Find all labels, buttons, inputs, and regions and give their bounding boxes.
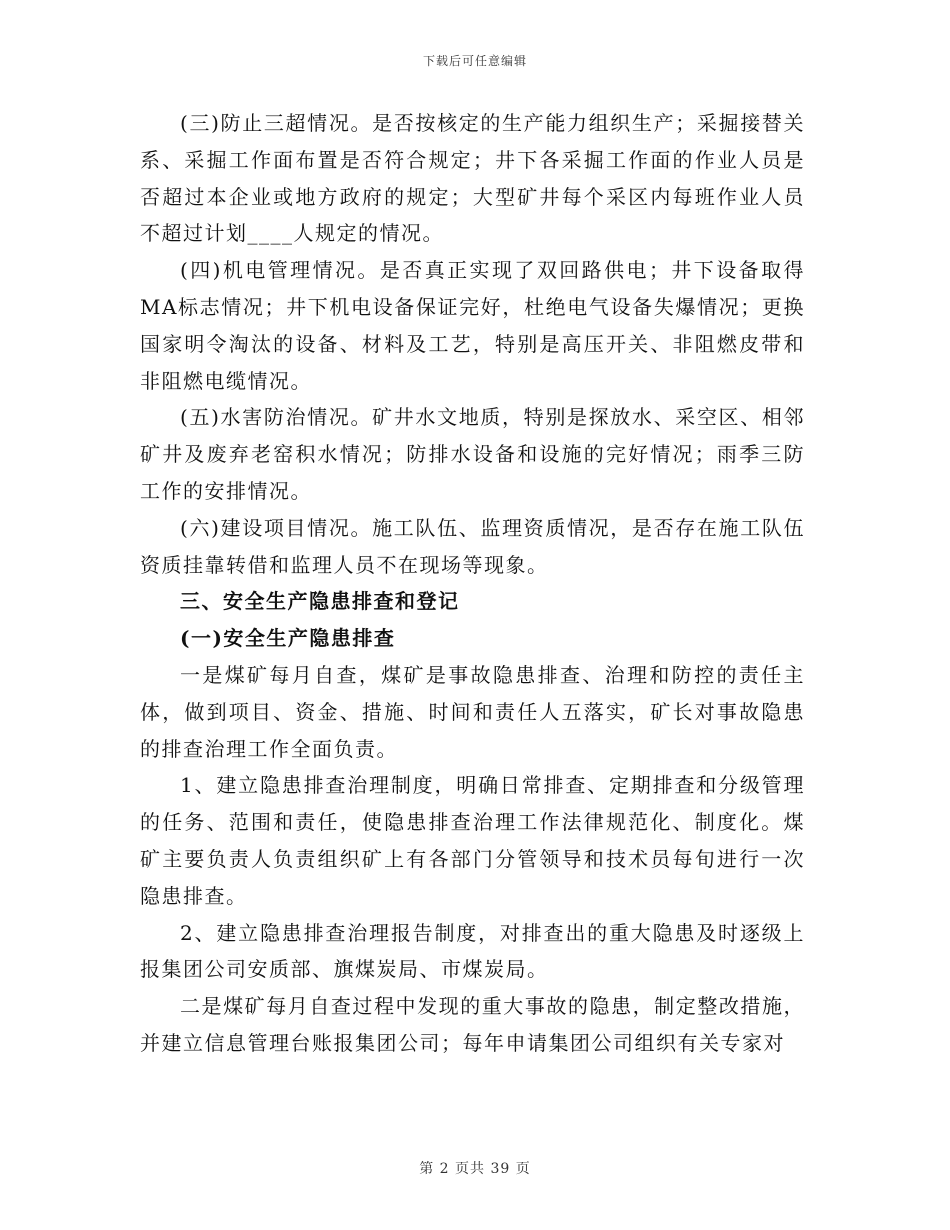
- page-footer: 第 2 页共 39 页: [419, 1161, 531, 1177]
- document-body: [140, 105, 805, 1062]
- paragraph-monthly-self-check: 一是煤矿每月自查，煤矿是事故隐患排查、治理和防控的责任主体，做到项目、资金、措施、时间和责任人五落实，矿长对事故隐患的排查治理工作全面负责。: [140, 662, 805, 761]
- paragraph-item-1: 1、建立隐患排查治理制度，明确日常排查、定期排查和分级管理的任务、范围和责任，使隐患排查治理工作法律规范化、制度化。煤矿主要负责人负责组织矿上有各部门分管领导和技术员每旬进行一次隐患排查。: [140, 773, 805, 908]
- paragraph-electromechanical: (四)机电管理情况。是否真正实现了双回路供电；井下设备取得MA标志情况；井下机电设备保证完好，杜绝电气设备失爆情况；更换国家明令淘汰的设备、材料及工艺，特别是高压开关、非阻燃皮带和非阻燃电缆情况。: [140, 258, 805, 393]
- paragraph-water-hazard: (五)水害防治情况。矿井水文地质，特别是探放水、采空区、相邻矿井及废弃老窑积水情况；防排水设备和设施的完好情况；雨季三防工作的安排情况。: [140, 405, 805, 503]
- paragraph-major-hazards: 二是煤矿每月自查过程中发现的重大事故的隐患，制定整改措施，并建立信息管理台账报集团公司；每年申请集团公司组织有关专家对: [140, 994, 805, 1055]
- subsection-heading: (一)安全生产隐患排查: [180, 626, 396, 651]
- section-heading: 三、安全生产隐患排查和登记: [180, 589, 460, 614]
- paragraph-construction-projects: (六)建设项目情况。施工队伍、监理资质情况，是否存在施工队伍资质挂靠转借和监理人员不在现场等现象。: [140, 515, 805, 577]
- paragraph-prevent-three-overs: (三)防止三超情况。是否按核定的生产能力组织生产；采掘接替关系、采掘工作面布置是否符合规定；井下各采掘工作面的作业人员是否超过本企业或地方政府的规定；大型矿井每个采区内每班作业人员不超过计划____人规定的情况。: [140, 111, 805, 246]
- paragraph-item-2: 2、建立隐患排查治理报告制度，对排查出的重大隐患及时逐级上报集团公司安质部、旗煤炭局、市煤炭局。: [140, 920, 805, 982]
- page-header: 下载后可任意编辑: [422, 54, 527, 68]
